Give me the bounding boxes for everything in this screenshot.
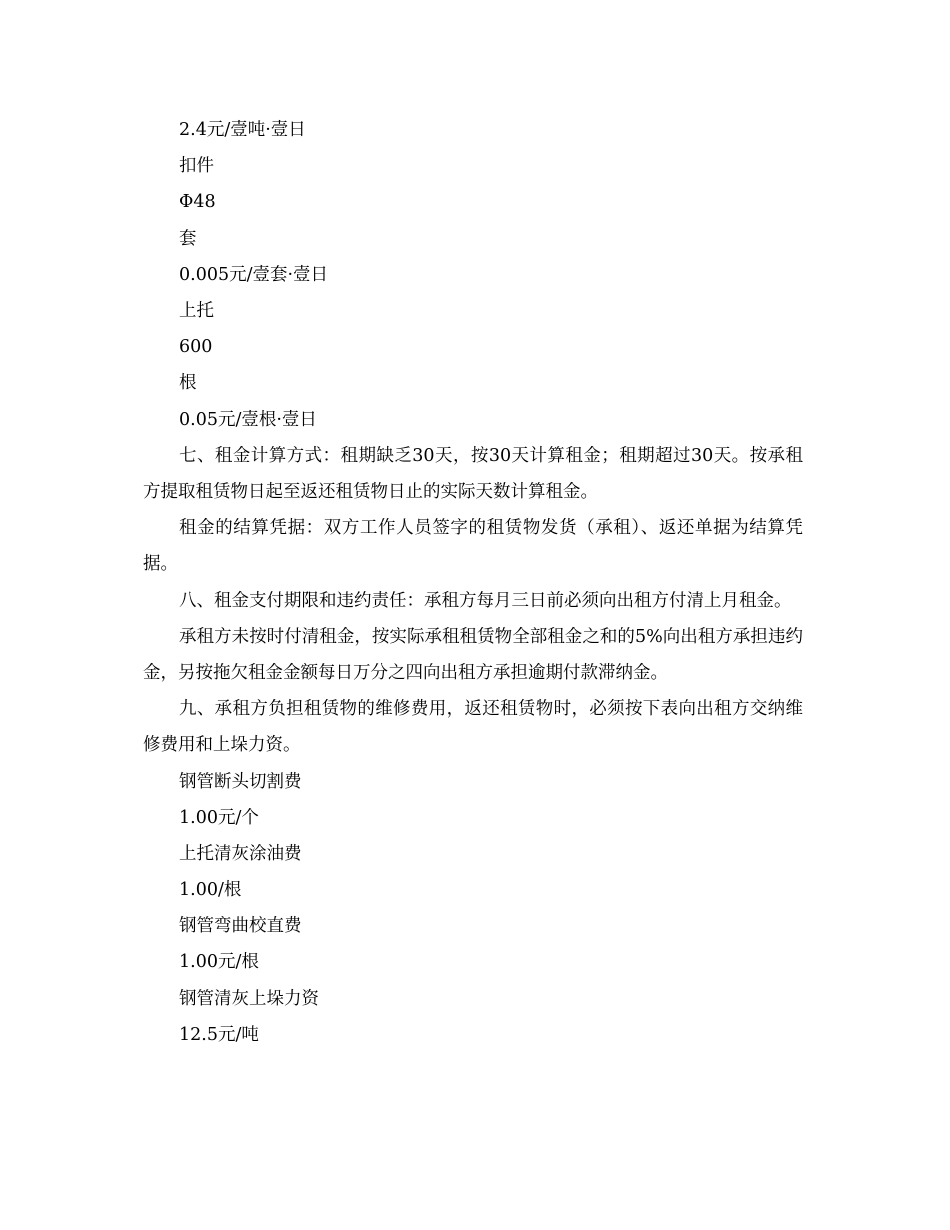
item-name-line: 上托: [179, 300, 214, 321]
spec-line: Φ48: [179, 192, 216, 213]
unit-line: 根: [179, 373, 197, 394]
unit-line: 套: [179, 228, 197, 249]
clause-9-paragraph: 九、承租方负担租赁物的维修费用，返还租赁物时，必须按下表向出租方交纳维修费用和上垛力资。: [143, 699, 803, 756]
rate-line: 2.4元/壹吨·壹日: [179, 120, 306, 140]
item-name-line: 扣件: [179, 156, 214, 177]
fee-rate-line: 1.00元/根: [179, 952, 259, 973]
rate-line: 0.05元/壹根·壹日: [179, 409, 317, 430]
fee-rate-line: 1.00/根: [179, 880, 242, 901]
fee-item-line: 钢管弯曲校直费: [179, 916, 302, 937]
fee-rate-line: 12.5元/吨: [179, 1024, 259, 1045]
fee-item-line: 上托清灰涂油费: [179, 843, 302, 864]
clause-8-paragraph: 八、租金支付期限和违约责任：承租方每月三日前必须向出租方付清上月租金。: [179, 590, 792, 611]
fee-item-line: 钢管清灰上垛力资: [179, 988, 319, 1009]
spec-line: 600: [179, 337, 213, 358]
fee-item-line: 钢管断头切割费: [179, 771, 302, 792]
fee-rate-line: 1.00元/个: [179, 807, 259, 828]
clause-7-paragraph: 七、租金计算方式：租期缺乏30天，按30天计算租金；租期超过30天。按承租方提取租赁物日起至返还租赁物日止的实际天数计算租金。: [143, 445, 803, 502]
document-body: [143, 112, 803, 1053]
rate-line: 0.005元/壹套·壹日: [179, 264, 329, 285]
settlement-basis-paragraph: 租金的结算凭据：双方工作人员签字的租赁物发货（承租）、返还单据为结算凭据。: [143, 518, 803, 575]
late-payment-paragraph: 承租方未按时付清租金，按实际承租租赁物全部租金之和的5%向出租方承担违约金，另按拖欠租金金额每日万分之四向出租方承担逾期付款滞纳金。: [143, 626, 803, 683]
